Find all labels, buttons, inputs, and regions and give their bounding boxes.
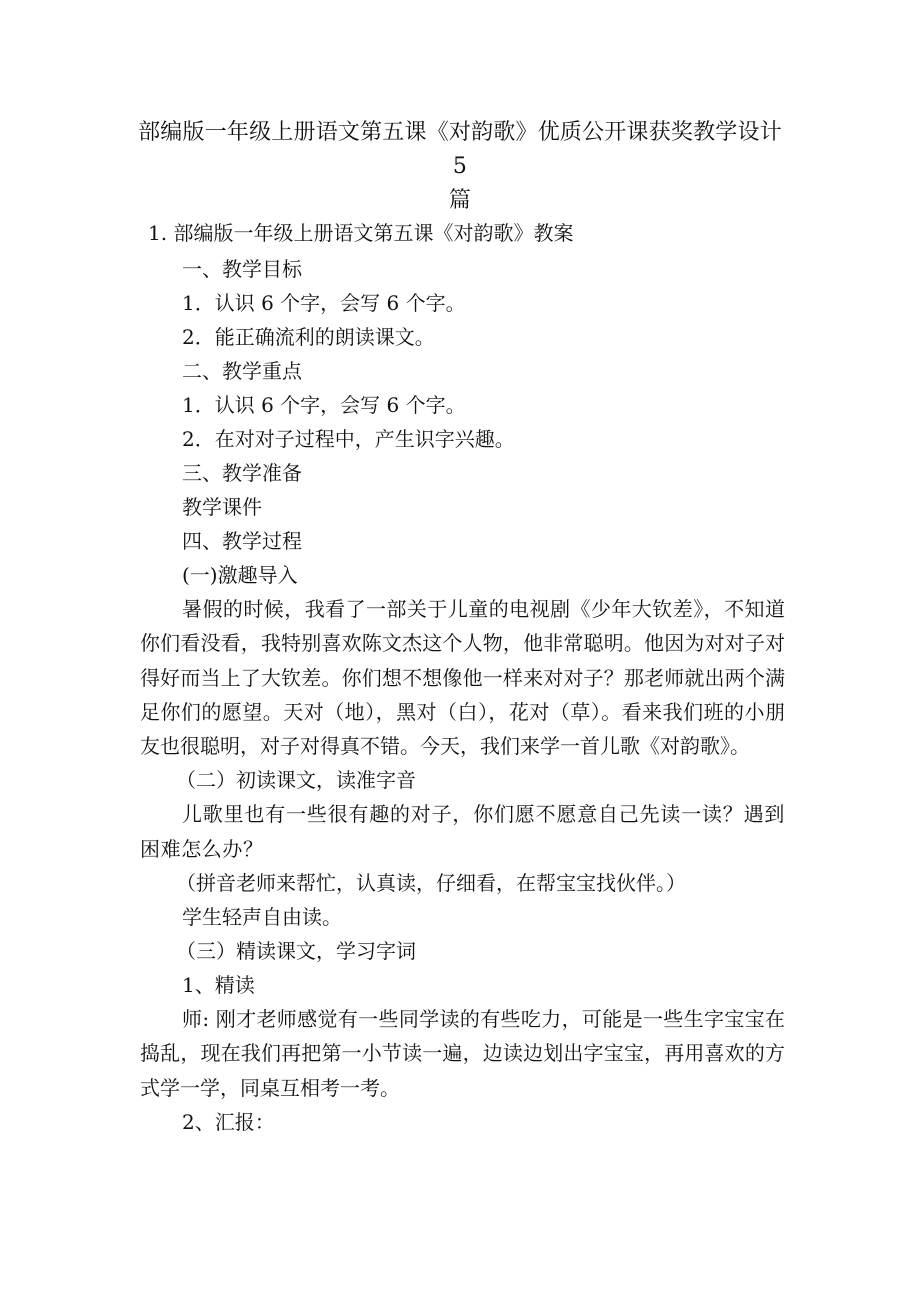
step1-heading: (一)激趣导入 [182,563,298,587]
document-title-line-1: 部编版一年级上册语文第五课《对韵歌》优质公开课获奖教学设计 5 [138,120,782,179]
step2-paragraph: 儿歌里也有一些很有趣的对子，你们愿不愿意自己先读一读？遇到困难怎么办？ [140,802,785,861]
prep-text: 教学课件 [182,495,262,519]
step3-paragraph: 师: 刚才老师感觉有一些同学读的有些吃力，可能是一些生字宝宝在捣乱，现在我们再把第一小节读一遍，边读边划出字宝宝，再用喜欢的方式学一学，同桌互相考一考。 [140,1007,785,1100]
process-heading: 四、教学过程 [182,529,302,553]
step2-read: 学生轻声自由读。 [182,905,342,930]
document-title [130,116,790,218]
objective-item-2: 2．能正确流利的朗读课文。 [182,325,435,349]
step1-paragraph: 暑假的时候，我看了一部关于儿童的电视剧《少年大钦差》，不知道你们看没看，我特别喜欢陈文杰这个人物，他非常聪明。他因为对对子对得好而当上了大钦差。你们想不想像他一样来对对子？那老师就出两个满足你们的愿望。天对（地），黑对（白），花对（草）。看来我们班的小朋友也很聪明，对子对得真不错。今天，我们来学一首儿歌《对韵歌》。 [140,597,785,759]
step2-hint: （拼音老师来帮忙，认真读，仔细看，在帮宝宝找伙伴。） [176,871,686,896]
focus-item-1: 1．认识 6 个字，会写 6 个字。 [182,393,466,417]
prep-heading: 三、教学准备 [182,461,302,485]
document-title-line-2: 篇 [448,188,472,213]
step3-subheading-1: 1、精读 [182,973,255,998]
objective-heading: 一、教学目标 [182,257,302,281]
step3-heading: （三）精读课文，学习字词 [176,939,416,964]
document-body [140,252,785,1139]
step2-heading: （二）初读课文，读准字音 [176,768,416,793]
focus-item-2: 2．在对对子过程中，产生识字兴趣。 [182,427,515,451]
focus-heading: 二、教学重点 [182,359,302,383]
objective-item-1: 1．认识 6 个字，会写 6 个字。 [182,291,466,315]
step3-subheading-2: 2、汇报： [182,1109,275,1134]
section-title: 1. 部编版一年级上册语文第五课《对韵歌》教案 [148,221,574,245]
